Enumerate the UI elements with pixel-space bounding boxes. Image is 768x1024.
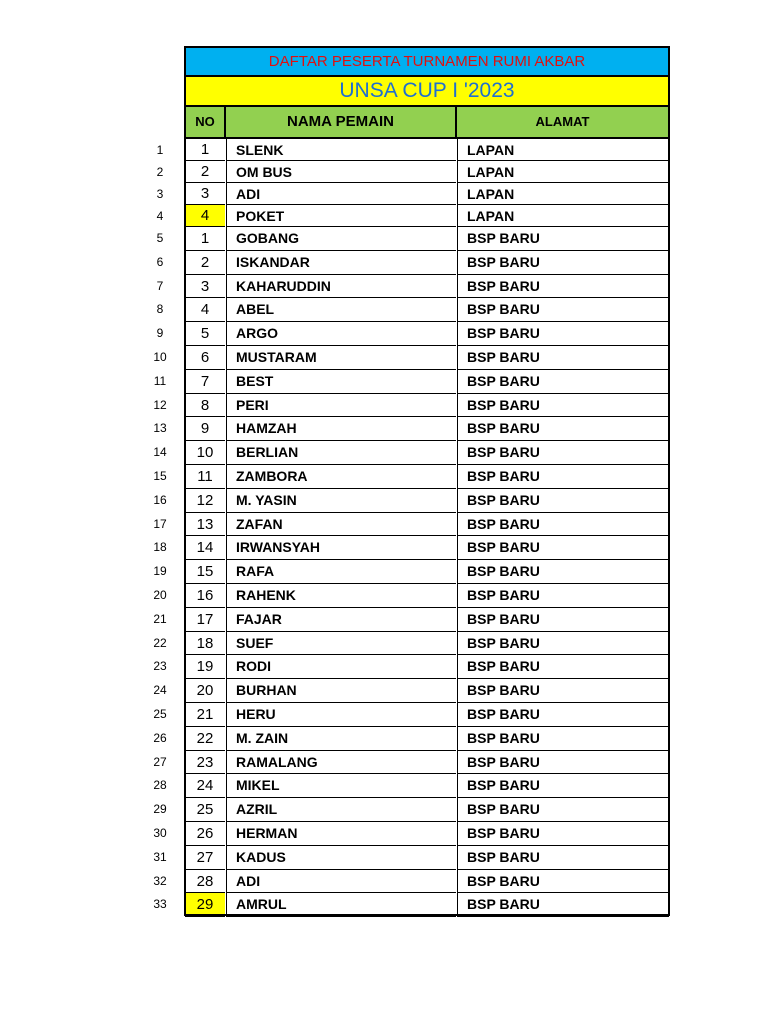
participant-no: 9 [185, 417, 225, 441]
table-row [0, 322, 768, 346]
row-number: 15 [153, 469, 167, 483]
participant-no: 28 [185, 870, 225, 894]
row-number: 14 [153, 445, 167, 460]
participant-address: BSP BARU [457, 679, 669, 703]
table-row [0, 893, 768, 917]
participant-address: BSP BARU [457, 584, 669, 608]
participant-address: BSP BARU [457, 751, 669, 775]
table-row [0, 275, 768, 299]
participant-name: BERLIAN [226, 441, 456, 465]
row-number: 3 [156, 187, 164, 201]
participant-address: BSP BARU [457, 608, 669, 632]
participant-name: KADUS [226, 846, 456, 870]
participant-address: BSP BARU [457, 632, 669, 656]
participant-address: BSP BARU [457, 727, 669, 751]
participant-address: BSP BARU [457, 227, 669, 251]
participant-no: 15 [185, 560, 225, 584]
table-row [0, 608, 768, 632]
table-row [0, 417, 768, 441]
participant-name: IRWANSYAH [226, 536, 456, 560]
table-row [0, 513, 768, 537]
header-no: NO [184, 107, 226, 139]
row-number: 21 [153, 611, 167, 626]
participant-name: FAJAR [226, 608, 456, 632]
participant-name: OM BUS [226, 161, 456, 183]
participant-address: BSP BARU [457, 513, 669, 537]
participant-no: 19 [185, 655, 225, 679]
table-row [0, 655, 768, 679]
participant-address: BSP BARU [457, 465, 669, 489]
participant-name: POKET [226, 205, 456, 227]
table-row [0, 560, 768, 584]
participant-address: BSP BARU [457, 870, 669, 894]
row-number: 12 [153, 397, 167, 412]
participant-name: ADI [226, 183, 456, 205]
row-number: 19 [153, 564, 167, 579]
participant-no: 4 [185, 205, 225, 227]
table-row [0, 251, 768, 275]
row-number: 20 [153, 588, 167, 602]
row-number: 31 [153, 849, 167, 864]
participant-address: BSP BARU [457, 489, 669, 513]
row-number: 27 [153, 754, 167, 769]
participant-no: 12 [185, 489, 225, 513]
row-number: 9 [156, 326, 164, 341]
table-row [0, 870, 768, 894]
participant-name: SLENK [226, 139, 456, 161]
participant-no: 2 [185, 251, 225, 275]
participant-name: BEST [226, 370, 456, 394]
participant-name: ABEL [226, 298, 456, 322]
header-address: ALAMAT [456, 107, 670, 139]
participant-address: BSP BARU [457, 703, 669, 727]
row-number: 2 [156, 165, 164, 179]
participant-address: LAPAN [457, 183, 669, 205]
table-row [0, 205, 768, 227]
row-number: 13 [153, 421, 167, 436]
participant-no: 11 [185, 465, 225, 489]
participant-name: MIKEL [226, 774, 456, 798]
participant-address: BSP BARU [457, 322, 669, 346]
row-number: 17 [153, 516, 167, 531]
row-number: 25 [153, 707, 167, 721]
participant-address: LAPAN [457, 205, 669, 227]
row-number: 23 [153, 659, 167, 674]
participant-name: M. YASIN [226, 489, 456, 513]
participant-no: 4 [185, 298, 225, 322]
table-row [0, 394, 768, 418]
participant-no: 5 [185, 322, 225, 346]
row-number: 30 [153, 826, 167, 840]
row-number: 5 [156, 231, 164, 245]
participant-name: ZAMBORA [226, 465, 456, 489]
participant-no: 13 [185, 513, 225, 537]
table-row [0, 139, 768, 161]
participant-name: KAHARUDDIN [226, 275, 456, 299]
row-number: 16 [153, 492, 167, 507]
participant-no: 3 [185, 275, 225, 299]
row-number: 22 [153, 635, 167, 650]
row-number: 8 [156, 302, 164, 317]
table-row [0, 536, 768, 560]
participant-address: BSP BARU [457, 893, 669, 917]
row-number: 6 [156, 254, 164, 269]
participant-no: 26 [185, 822, 225, 846]
participant-no: 24 [185, 774, 225, 798]
table-row [0, 183, 768, 205]
table-row [0, 489, 768, 513]
row-number: 18 [153, 540, 167, 555]
participant-no: 17 [185, 608, 225, 632]
participant-name: ISKANDAR [226, 251, 456, 275]
participant-name: RAMALANG [226, 751, 456, 775]
participant-address: BSP BARU [457, 774, 669, 798]
row-number: 10 [153, 350, 167, 364]
table-row [0, 298, 768, 322]
row-number: 33 [153, 897, 167, 912]
participant-no: 10 [185, 441, 225, 465]
participant-address: BSP BARU [457, 655, 669, 679]
participant-name: SUEF [226, 632, 456, 656]
table-row [0, 774, 768, 798]
table-row [0, 441, 768, 465]
participant-no: 1 [185, 227, 225, 251]
participant-no: 23 [185, 751, 225, 775]
participant-name: HAMZAH [226, 417, 456, 441]
participant-name: AZRIL [226, 798, 456, 822]
participant-address: BSP BARU [457, 417, 669, 441]
table-row [0, 346, 768, 370]
participant-address: BSP BARU [457, 275, 669, 299]
row-number: 1 [156, 143, 164, 157]
participant-no: 1 [185, 139, 225, 161]
row-number: 28 [153, 778, 167, 793]
participant-address: BSP BARU [457, 394, 669, 418]
participant-name: ADI [226, 870, 456, 894]
table-row [0, 465, 768, 489]
participant-name: PERI [226, 394, 456, 418]
table-row [0, 822, 768, 846]
table-row [0, 751, 768, 775]
participant-no: 18 [185, 632, 225, 656]
participant-name: M. ZAIN [226, 727, 456, 751]
table-row [0, 798, 768, 822]
participant-name: BURHAN [226, 679, 456, 703]
participant-address: LAPAN [457, 161, 669, 183]
participant-no: 3 [185, 183, 225, 205]
participant-name: AMRUL [226, 893, 456, 917]
participant-address: BSP BARU [457, 251, 669, 275]
participant-name: HERU [226, 703, 456, 727]
participant-address: BSP BARU [457, 536, 669, 560]
participant-address: BSP BARU [457, 798, 669, 822]
row-number: 32 [153, 873, 167, 888]
participant-no: 29 [185, 893, 225, 917]
table-row [0, 679, 768, 703]
participant-name: RAFA [226, 560, 456, 584]
participant-name: GOBANG [226, 227, 456, 251]
participant-address: BSP BARU [457, 370, 669, 394]
participant-address: BSP BARU [457, 346, 669, 370]
participant-name: MUSTARAM [226, 346, 456, 370]
participant-name: HERMAN [226, 822, 456, 846]
table-row [0, 370, 768, 394]
participant-address: BSP BARU [457, 846, 669, 870]
participant-name: RODI [226, 655, 456, 679]
participant-no: 21 [185, 703, 225, 727]
row-number: 24 [153, 683, 167, 698]
tournament-title: DAFTAR PESERTA TURNAMEN RUMI AKBAR [184, 46, 670, 77]
row-number: 26 [153, 730, 167, 745]
participant-no: 6 [185, 346, 225, 370]
participant-address: BSP BARU [457, 441, 669, 465]
participant-no: 16 [185, 584, 225, 608]
table-row [0, 632, 768, 656]
participant-address: BSP BARU [457, 822, 669, 846]
participant-name: ZAFAN [226, 513, 456, 537]
participant-address: LAPAN [457, 139, 669, 161]
participant-no: 27 [185, 846, 225, 870]
tournament-subtitle: UNSA CUP I '2023 [184, 77, 670, 107]
participant-no: 2 [185, 161, 225, 183]
participant-address: BSP BARU [457, 298, 669, 322]
participant-no: 20 [185, 679, 225, 703]
row-number: 4 [156, 209, 164, 223]
row-number: 29 [153, 802, 167, 817]
participant-no: 14 [185, 536, 225, 560]
participant-no: 25 [185, 798, 225, 822]
participant-address: BSP BARU [457, 560, 669, 584]
table-row [0, 584, 768, 608]
participant-no: 22 [185, 727, 225, 751]
header-name: NAMA PEMAIN [225, 107, 457, 139]
table-row [0, 161, 768, 183]
participant-no: 7 [185, 370, 225, 394]
table-row [0, 703, 768, 727]
row-number: 7 [156, 278, 164, 293]
participant-name: RAHENK [226, 584, 456, 608]
row-number: 11 [153, 373, 167, 388]
table-row [0, 227, 768, 251]
participant-name: ARGO [226, 322, 456, 346]
table-row [0, 846, 768, 870]
participant-no: 8 [185, 394, 225, 418]
table-row [0, 727, 768, 751]
